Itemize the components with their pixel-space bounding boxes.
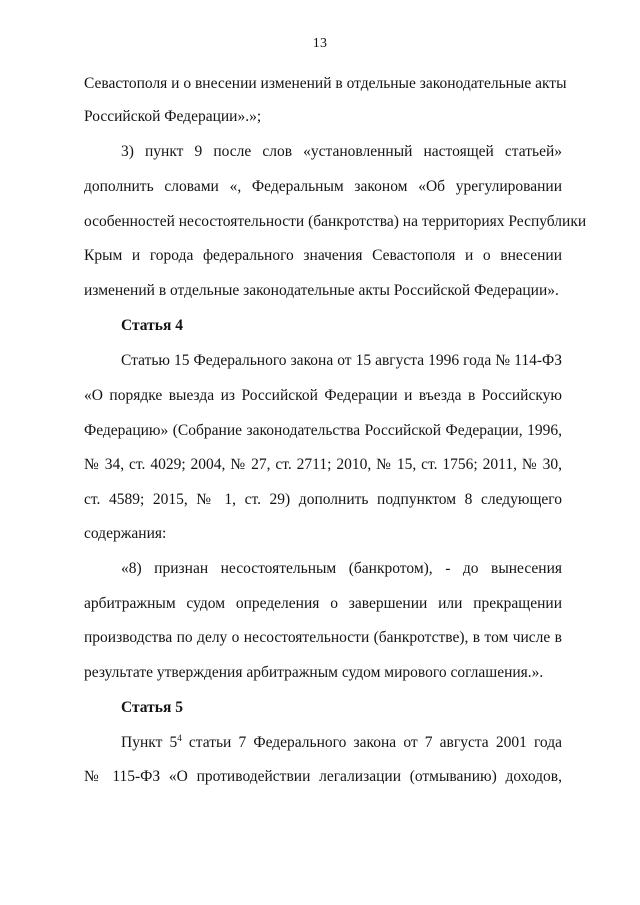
page-number: 13 bbox=[312, 36, 328, 51]
paragraph-line: содержания: bbox=[84, 525, 167, 542]
superscript: 4 bbox=[177, 732, 182, 743]
paragraph-line bbox=[121, 733, 562, 753]
paragraph-line: 3) пункт 9 после слов «установленный настоящей статьей» bbox=[121, 143, 562, 160]
article-5-text: статьи 7 Федерального закона от 7 августа 2001 года bbox=[181, 734, 562, 751]
paragraph-line: Федерацию» (Собрание законодательства Российской Федерации, 1996, bbox=[84, 422, 562, 439]
paragraph-line: Севастополя и о внесении изменений в отдельные законодательные акты bbox=[84, 75, 567, 92]
paragraph-line: Статью 15 Федерального закона от 15 августа 1996 года № 114-ФЗ bbox=[121, 352, 562, 369]
article-5-heading: Статья 5 bbox=[121, 699, 183, 716]
paragraph-line: арбитражным судом определения о завершении или прекращении bbox=[84, 595, 562, 612]
paragraph-line: Российской Федерации».»; bbox=[84, 108, 262, 125]
paragraph-line: № 34, ст. 4029; 2004, № 27, ст. 2711; 2010, № 15, ст. 1756; 2011, № 30, bbox=[84, 456, 562, 473]
paragraph-line: ст. 4589; 2015, № 1, ст. 29) дополнить подпунктом 8 следующего bbox=[84, 491, 562, 508]
paragraph-line: производства по делу о несостоятельности (банкротстве), в том числе в bbox=[84, 629, 562, 646]
article-4-heading: Статья 4 bbox=[121, 317, 183, 334]
paragraph-line: дополнить словами «, Федеральным законом «Об урегулировании bbox=[84, 178, 562, 195]
paragraph-line: результате утверждения арбитражным судом мирового соглашения.». bbox=[84, 664, 544, 681]
paragraph-line: изменений в отдельные законодательные акты Российской Федерации». bbox=[84, 282, 559, 299]
paragraph-line: особенностей несостоятельности (банкротства) на территориях Республики bbox=[84, 213, 587, 230]
article-5-text: Пункт 5 bbox=[121, 734, 178, 751]
paragraph-line: № 115-ФЗ «О противодействии легализации (отмыванию) доходов, bbox=[84, 768, 562, 785]
paragraph-line: «О порядке выезда из Российской Федерации и въезда в Российскую bbox=[84, 387, 562, 404]
paragraph-line: «8) признан несостоятельным (банкротом), - до вынесения bbox=[121, 560, 562, 577]
paragraph-line: Крым и города федерального значения Севастополя и о внесении bbox=[84, 247, 562, 264]
